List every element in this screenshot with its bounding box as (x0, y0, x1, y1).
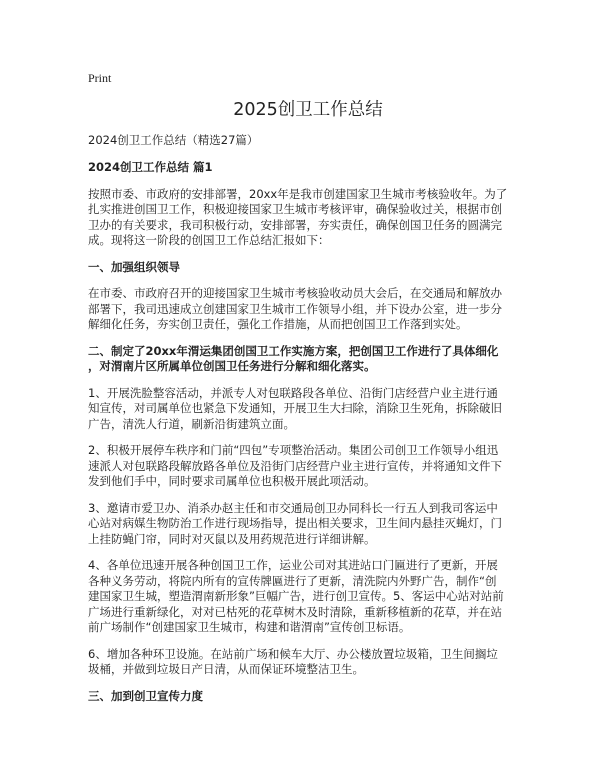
text-line: 各种义务劳动，将院内所有的宣传牌匾进行了更新，清洗院内外野广告，制作“创 (88, 573, 497, 588)
text-line: 知宣传，对司属单位也紧急下发通知，开展卫生大扫除，消除卫生死角，拆除破旧 (88, 401, 502, 415)
text-line: 三、加到创卫宣传力度 (88, 688, 203, 703)
heading (88, 689, 528, 705)
text-line: 3、邀请市爱卫办、消杀办赵主任和市交通局创卫办同科长一行五人到我司客运中 (88, 500, 498, 515)
subtitle: 2024创卫工作总结（精选27篇） (88, 133, 259, 147)
paragraph (88, 187, 528, 249)
paragraph (88, 647, 528, 678)
text-line: 扎实推进创国卫工作，积极迎接国家卫生城市考核评审，确保验收过关，根据市创 (88, 202, 502, 216)
text-line: 成。现将这一阶段的创国卫工作总结汇报如下： (88, 233, 330, 247)
text-line: 按照市委、市政府的安排部署，20xx年是我市创建国家卫生城市考核验收年。为了 (88, 186, 508, 201)
text-line: 部署下，我司迅速成立创建国家卫生城市工作领导小组，并下设办公室，进一步分 (88, 301, 502, 316)
text-line: 速派人对包联路段解放路各单位及沿街门店经营户业主进行宣传，并将通知文件下 (88, 458, 502, 473)
text-line: 一、加强组织领导 (88, 259, 180, 274)
text-line: 广场进行重新绿化，对对已枯死的花草树木及时清除，重新移植新的花草，并在站 (88, 604, 502, 619)
text-line: 前广场制作“创建国家卫生城市，构建和谐渭南”宣传创卫标语。 (88, 620, 411, 634)
text-line: 心站对病媒生物防治工作进行现场指导，提出相关要求，卫生间内悬挂灭蝇灯，门 (88, 516, 502, 530)
paragraph (88, 558, 528, 636)
text-line: 在市委、市政府召开的迎接国家卫生城市考核验收动员大会后，在交通局和解放办 (88, 286, 502, 300)
paragraph (88, 386, 528, 433)
document-body (88, 187, 528, 705)
heading (88, 260, 528, 276)
text-line: 解细化任务，夯实创卫责任，强化工作措施，从而把创国卫工作落到实处。 (88, 317, 468, 331)
paragraph (88, 443, 528, 490)
section-heading: 2024创卫工作总结 篇1 (88, 160, 213, 174)
text-line: 广告，清洗人行道，刷新沿街建筑立面。 (88, 416, 295, 431)
text-line: ，对渭南片区所属单位创国卫任务进行分解和细化落实。 (88, 359, 376, 373)
page-title: 2025创卫工作总结 (233, 100, 383, 120)
paragraph (88, 286, 528, 333)
text-line: 6、增加各种环卫设施。在站前广场和候车大厅、办公楼放置垃圾箱，卫生间搁垃 (88, 646, 498, 661)
text-line: 1、开展洗脸整容活动，并派专人对包联路段各单位、沿街门店经营户业主进行通 (88, 385, 498, 400)
text-line: 4、各单位迅速开展各种创国卫工作，运业公司对其进站口门匾进行了更新，开展 (88, 558, 498, 572)
paragraph (88, 501, 528, 548)
text-line: 2、积极开展停车秩序和门前“四包”专项整治活动。集团公司创卫工作领导小组迅 (88, 443, 499, 457)
text-line: 上挂防蝇门帘，同时对灭鼠以及用药规范进行详细讲解。 (88, 531, 376, 546)
document-content (88, 0, 528, 704)
text-line: 二、制定了20xx年渭运集团创国卫工作实施方案，把创国卫工作进行了具体细化 (88, 343, 499, 358)
heading (88, 344, 528, 375)
print-link[interactable]: Print (88, 71, 112, 85)
text-line: 卫办的有关要求，我司积极行动，安排部署，夯实责任，确保创国卫任务的圆满完 (88, 217, 502, 232)
text-line: 圾桶，并做到垃圾日产日清，从而保证环境整洁卫生。 (88, 662, 364, 676)
text-line: 建国家卫生城，塑造渭南新形象”巨幅广告，进行创卫宣传。5、客运中心站对站前 (88, 589, 504, 603)
text-line: 发到他们手中，同时要求司属单位也积极开展此项活动。 (88, 474, 376, 488)
